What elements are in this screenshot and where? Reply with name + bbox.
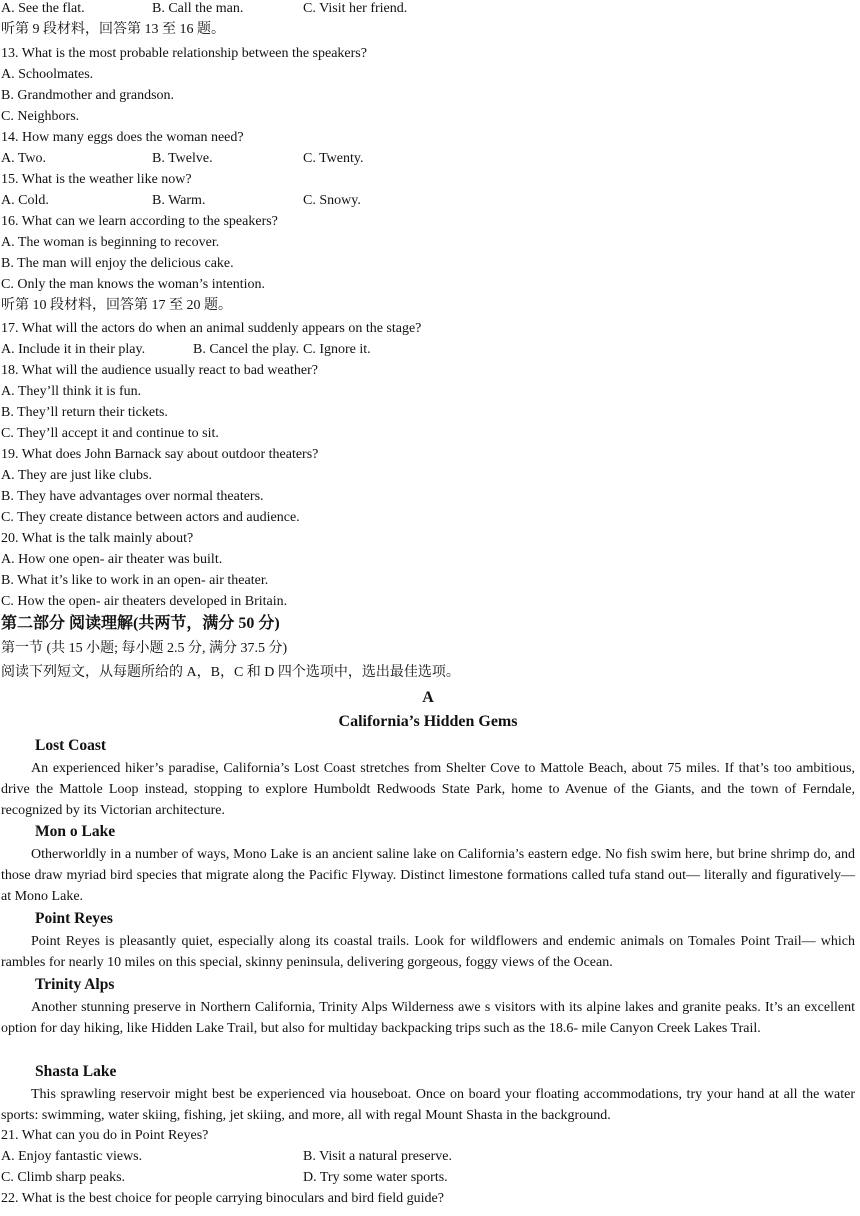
q20-option-b: B. What it’s like to work in an open- air theater. [1,573,269,588]
section-text-shasta-lake: This sprawling reservoir might best be experienced via houseboat. Once on board your floating accommodations, try your hand at all the water sports: swimming, water skiing, fishing, jet skiing, and more, all with regal Mount Shasta in the background. [1,1087,855,1123]
option-a: A. Enjoy fantastic views. [1,1149,143,1164]
q20-option-a: A. How one open- air theater was built. [1,552,223,567]
q14-options [1,150,851,168]
q16-option-b: B. The man will enjoy the delicious cake. [1,256,234,271]
q13-option-b: B. Grandmother and grandson. [1,88,175,103]
section-heading-point-reyes: Point Reyes [35,910,113,927]
section-text-trinity-alps: Another stunning preserve in Northern California, Trinity Alps Wilderness awe s visitors with its alpine lakes and granite peaks. It’s an excellent option for day hiking, like Hidden Lake Trail, but also for multiday backpacking trips such as the 18.6- mile Canyon Creek Lakes Trail. [1,1000,855,1036]
section-heading-shasta-lake: Shasta Lake [35,1063,117,1080]
q15-options [1,192,851,210]
q13-question: 13. What is the most probable relationship between the speakers? [1,46,367,61]
section-9-instruction: 听第 9 段材料，回答第 13 至 16 题。 [1,22,225,37]
passage-letter: A [422,689,434,706]
q17-question: 17. What will the actors do when an animal suddenly appears on the stage? [1,321,422,336]
q13-option-c: C. Neighbors. [1,109,80,124]
option-b: B. Visit a natural preserve. [303,1149,452,1164]
q22-question: 22. What is the best choice for people carrying binoculars and bird field guide? [1,1191,444,1206]
section-10-instruction: 听第 10 段材料，回答第 17 至 20 题。 [1,298,232,313]
option-b: B. Twelve. [152,151,213,166]
q18-option-c: C. They’ll accept it and continue to sit. [1,426,219,441]
option-b: B. Call the man. [152,1,244,16]
option-a: A. Include it in their play. [1,342,146,357]
option-b: B. Cancel the play. [193,342,300,357]
q21-question: 21. What can you do in Point Reyes? [1,1128,209,1143]
option-c: C. Ignore it. [303,342,371,357]
q20-question: 20. What is the talk mainly about? [1,531,194,546]
q18-question: 18. What will the audience usually react to bad weather? [1,363,318,378]
q19-option-a: A. They are just like clubs. [1,468,152,483]
q21-options-row-1 [1,1148,851,1166]
option-a: A. See the flat. [1,1,85,16]
q19-question: 19. What does John Barnack say about outdoor theaters? [1,447,319,462]
q17-options [1,341,851,359]
section-1-title: 第一节 (共 15 小题; 每小题 2.5 分, 满分 37.5 分) [1,641,288,656]
q16-option-a: A. The woman is beginning to recover. [1,235,220,250]
section-text-mono-lake: Otherworldly in a number of ways, Mono Lake is an ancient saline lake on California’s eastern edge. No fish swim here, but brine shrimp do, and those draw myriad bird species that migrate along the Pacific Flyway. Distinct limestone formations called tufa stand out— literally and figuratively— at Mono Lake. [1,847,855,904]
option-c: C. Twenty. [303,151,364,166]
passage-title: California’s Hidden Gems [338,713,518,730]
q12-options [1,0,851,18]
section-heading-mono-lake: Mon o Lake [35,823,116,840]
option-a: A. Cold. [1,193,49,208]
q19-option-b: B. They have advantages over normal theaters. [1,489,264,504]
q15-question: 15. What is the weather like now? [1,172,192,187]
q18-option-a: A. They’ll think it is fun. [1,384,142,399]
section-text-lost-coast: An experienced hiker’s paradise, California’s Lost Coast stretches from Shelter Cove to Mattole Beach, about 75 miles. If that’s too ambitious, drive the Mattole Loop instead, stopping to explore Humboldt Redwoods State Park, home to Avenue of the Giants, and the town of Ferndale, recognized by its Victorian architecture. [1,761,855,818]
section-heading-lost-coast: Lost Coast [35,737,107,754]
q19-option-c: C. They create distance between actors and audience. [1,510,300,525]
option-c: C. Visit her friend. [303,1,408,16]
option-d: D. Try some water sports. [303,1170,448,1185]
q20-option-c: C. How the open- air theaters developed in Britain. [1,594,288,609]
q16-question: 16. What can we learn according to the speakers? [1,214,278,229]
option-a: A. Two. [1,151,47,166]
option-c: C. Snowy. [303,193,361,208]
q14-question: 14. How many eggs does the woman need? [1,130,244,145]
q18-option-b: B. They’ll return their tickets. [1,405,168,420]
part-2-title: 第二部分 阅读理解(共两节，满分 50 分) [1,615,280,632]
reading-instruction: 阅读下列短文，从每题所给的 A，B，C 和 D 四个选项中，选出最佳选项。 [1,665,460,680]
option-b: B. Warm. [152,193,206,208]
option-c: C. Climb sharp peaks. [1,1170,126,1185]
section-text-point-reyes: Point Reyes is pleasantly quiet, especially along its coastal trails. Look for wildflowers and endemic animals on Tomales Point Trail— which rambles for nearly 10 miles on this special, skinny peninsula, delivering gorgeous, foggy views of the Ocean. [1,934,855,970]
q16-option-c: C. Only the man knows the woman’s intention. [1,277,266,292]
section-heading-trinity-alps: Trinity Alps [35,976,115,993]
q13-option-a: A. Schoolmates. [1,67,94,82]
q21-options-row-2 [1,1169,851,1187]
